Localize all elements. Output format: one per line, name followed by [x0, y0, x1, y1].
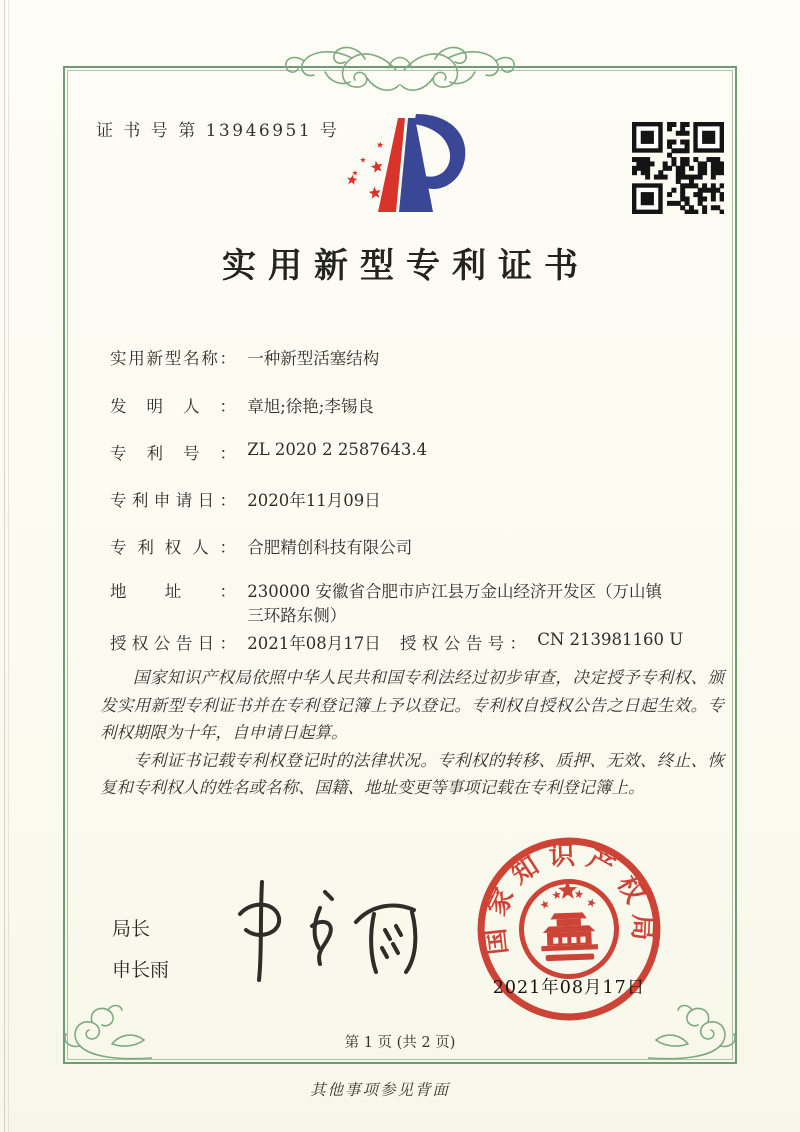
page-number: 第 1 页 (共 2 页)	[344, 1035, 456, 1051]
commissioner-block	[112, 914, 169, 982]
legal-text-block	[100, 664, 724, 802]
address-line2: 三环路东侧）	[247, 606, 347, 625]
field-value: 2020年11月09日	[247, 491, 381, 510]
field-value: ZL 2020 2 2587643.4	[247, 440, 428, 459]
certificate-number: 证 书 号 第 13946951 号	[96, 121, 340, 141]
scan-edge-line	[8, 0, 9, 1132]
certificate-title: 实用新型专利证书	[222, 246, 590, 286]
back-side-note: 其他事项参见背面	[310, 1081, 451, 1099]
seal-ring-text: 国家知识产权局	[478, 839, 659, 957]
legal-paragraph-1: 国家知识产权局依照中华人民共和国专利法经过初步审查，决定授予专利权、颁发实用新型专利证书并在专利登记簿上予以登记。专利权自授权公告之日起生效。专利权期限为十年，自申请日起算。	[100, 668, 724, 742]
field-label: 发明人：	[110, 397, 236, 416]
legal-paragraph-2: 专利证书记载专利权登记时的法律状况。专利权的转移、质押、无效、终止、恢复和专利权人的姓名或名称、国籍、地址变更等事项记载在专利登记簿上。	[100, 750, 724, 797]
commissioner-name: 申长雨	[112, 959, 170, 981]
scan-edge-line	[4, 0, 5, 1132]
field-row-grant	[110, 630, 726, 654]
field-row-patentee	[110, 534, 412, 558]
grant-number-pair	[400, 630, 683, 654]
field-value: 章旭;徐艳;李锡良	[247, 397, 374, 416]
field-label: 授权公告号：	[400, 634, 526, 653]
field-row-inventors	[110, 393, 374, 417]
field-label: 专利号：	[110, 444, 236, 463]
field-row-patent-number	[110, 440, 427, 464]
grant-number-value: CN 213981160 U	[537, 630, 684, 649]
qr-code	[632, 122, 724, 214]
commissioner-signature	[224, 876, 428, 984]
field-label: 地址：	[110, 582, 236, 601]
cnipa-logo-icon	[338, 112, 470, 218]
field-label: 专利申请日：	[110, 491, 236, 510]
field-row-address	[110, 578, 662, 626]
official-seal	[469, 829, 670, 1030]
seal-date: 2021年08月17日	[492, 978, 646, 998]
national-emblem-icon	[520, 879, 618, 978]
field-label: 授权公告日：	[110, 634, 236, 653]
field-row-filing-date	[110, 487, 381, 511]
field-value: 一种新型活塞结构	[247, 349, 380, 368]
field-row-name	[110, 345, 379, 369]
field-label: 专利权人：	[110, 538, 236, 557]
field-value: 合肥精创科技有限公司	[247, 538, 413, 557]
field-value	[247, 578, 662, 626]
commissioner-title: 局长	[112, 918, 151, 940]
address-line1: 230000 安徽省合肥市庐江县万金山经济开发区（万山镇	[247, 582, 662, 601]
grant-date-value: 2021年08月17日	[247, 634, 381, 653]
field-label: 实用新型名称：	[110, 349, 236, 368]
